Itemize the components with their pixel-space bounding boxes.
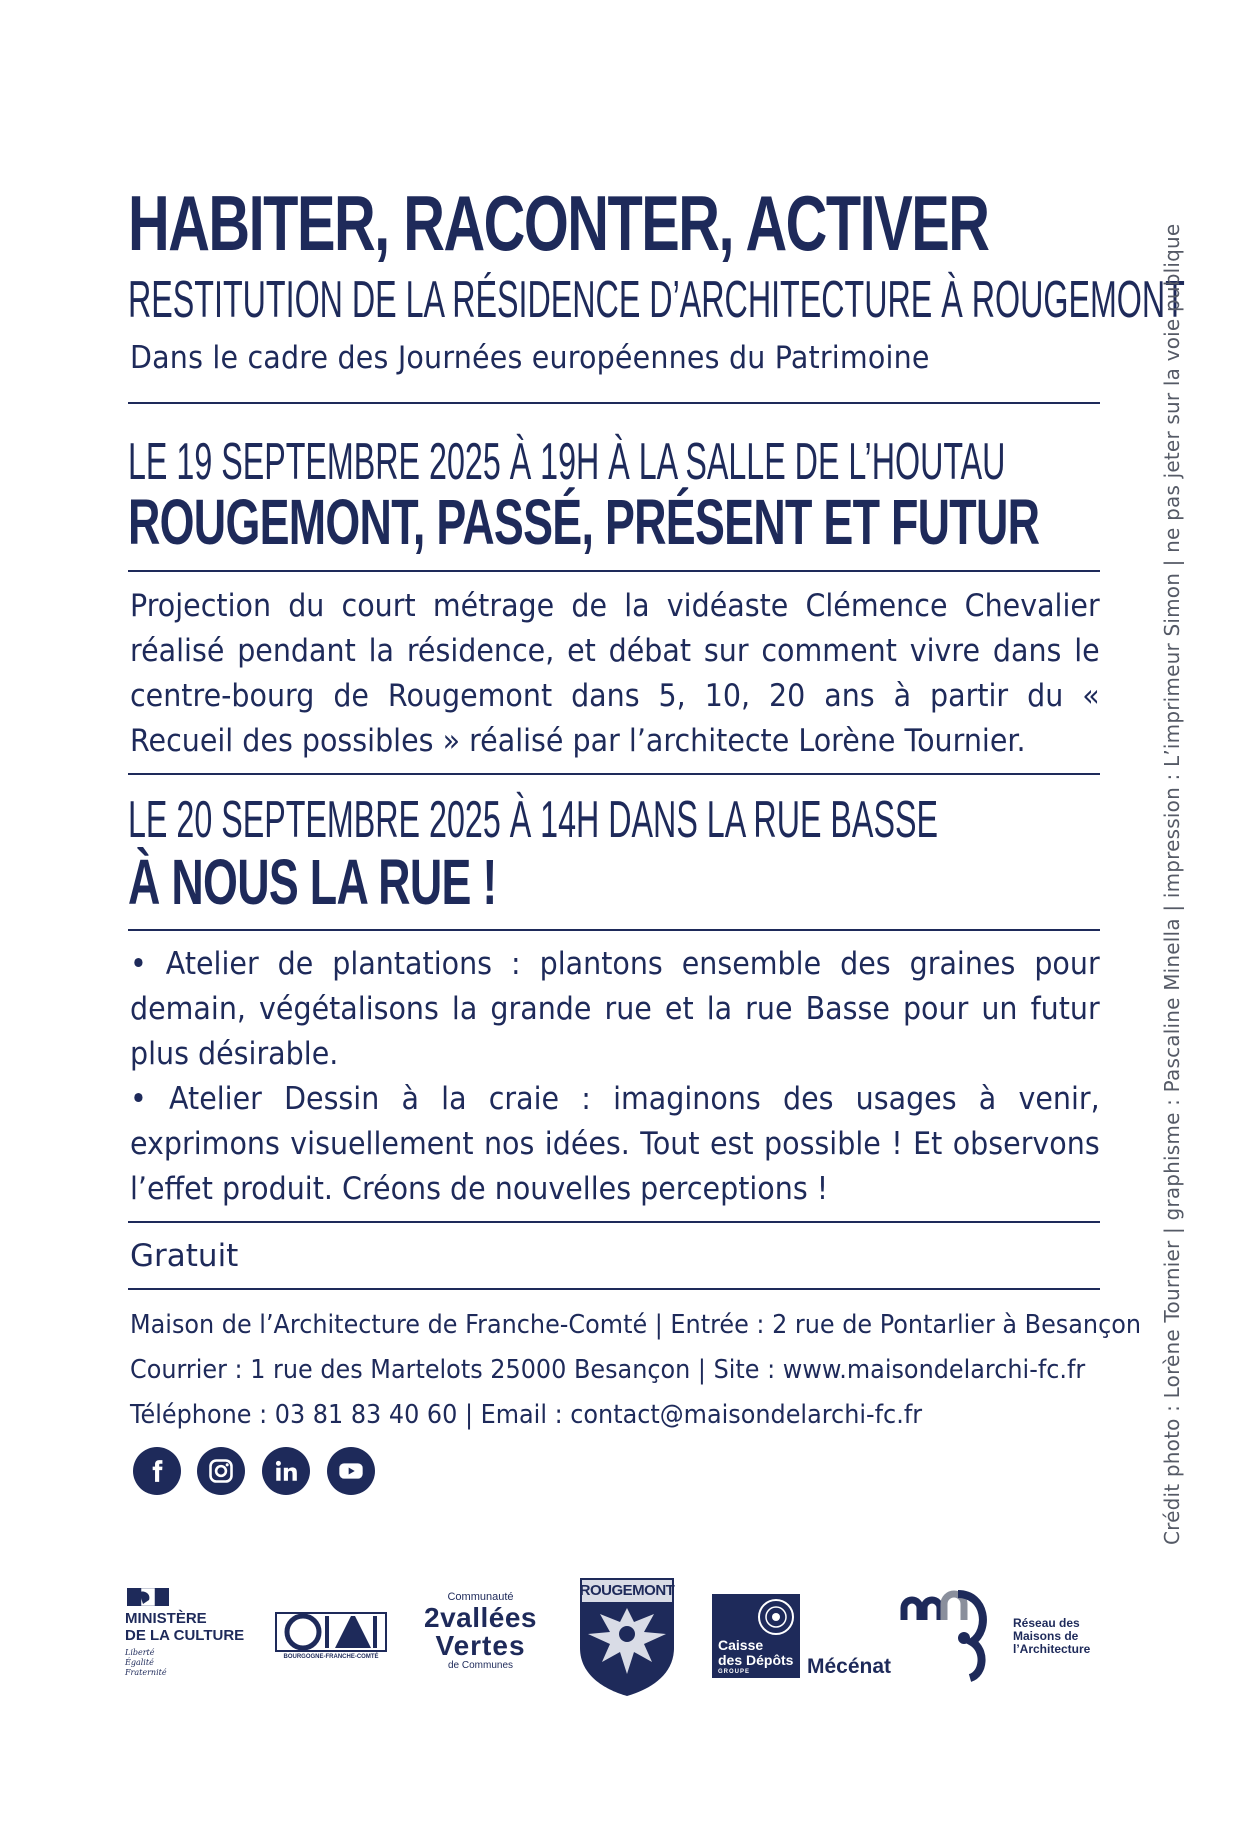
page-subtitle: RESTITUTION DE LA RÉSIDENCE D’ARCHITECTURE À ROUGEMONT <box>128 271 1185 329</box>
price-label: Gratuit <box>130 1238 239 1274</box>
linkedin-icon[interactable] <box>262 1447 310 1495</box>
marianne-icon <box>127 1588 169 1606</box>
event-1-date: LE 19 SEPTEMBRE 2025 À 19H À LA SALLE DE L’HOUTAU <box>128 433 1006 491</box>
rougemont-crest-logo: ROUGEMONT <box>578 1576 676 1698</box>
event-2-title: À NOUS LA RUE ! <box>128 846 497 918</box>
event-1-description: Projection du court métrage de la vidéaste Clémence Chevalier réalisé pendant la résidence, et débat sur comment vivre dans le centre-bourg de Rougemont dans 5, 10, 20 ans à partir du « Recueil des possibles » réalisé par l’architecte Lorène Tournier. <box>130 588 1100 759</box>
activity-item: • Atelier Dessin à la craie : imaginons des usages à venir, exprimons visuellement nos idées. Tout est possible ! Et observons l’effet produit. Créons de nouvelles perceptions ! <box>130 1081 1100 1207</box>
reseau-maisons-logo <box>900 1590 996 1682</box>
reseau-maisons-text: Réseau des Maisons de l’Architecture <box>1013 1616 1091 1656</box>
mecenat-label: Mécénat <box>807 1655 892 1678</box>
contact-phone-email[interactable]: Téléphone : 03 81 83 40 60 | Email : contact@maisondelarchi-fc.fr <box>130 1400 923 1430</box>
youtube-icon[interactable] <box>327 1447 375 1495</box>
ministere-culture-logo: MINISTÈRE DE LA CULTURE Liberté Égalité Fraternité <box>125 1588 260 1688</box>
activity-item: • Atelier de plantations : plantons ensemble des graines pour demain, végétalisons la grande rue et la rue Basse pour un futur plus désirable. <box>130 946 1100 1072</box>
credits-text: Crédit photo : Lorène Tournier | graphisme : Pascaline Minella | impression : L’imprimeur Simon | ne pas jeter sur la voie publique <box>1160 223 1184 1545</box>
divider <box>128 1288 1100 1290</box>
divider <box>128 570 1100 572</box>
event-2-activities <box>130 942 1100 1212</box>
divider <box>128 773 1100 775</box>
intro-text: Dans le cadre des Journées européennes du Patrimoine <box>130 340 930 376</box>
contact-address: Maison de l’Architecture de Franche-Comté | Entrée : 2 rue de Pontarlier à Besançon <box>130 1310 1142 1340</box>
instagram-icon[interactable] <box>197 1447 245 1495</box>
event-2-date: LE 20 SEPTEMBRE 2025 À 14H DANS LA RUE BASSE <box>128 791 938 849</box>
page-title: HABITER, RACONTER, ACTIVER <box>128 179 989 267</box>
communaute-2vallees-logo: Communauté 2vallées Vertes de Communes <box>424 1591 537 1671</box>
facebook-icon[interactable] <box>133 1447 181 1495</box>
contact-mail-site[interactable]: Courrier : 1 rue des Martelots 25000 Besançon | Site : www.maisondelarchi-fc.fr <box>130 1355 1086 1385</box>
divider <box>128 1221 1100 1223</box>
ordre-architectes-logo: BOURGOGNE-FRANCHE-COMTÉ <box>275 1612 387 1664</box>
caisse-des-depots-logo: Caisse des Dépôts GROUPE <box>712 1594 800 1678</box>
event-1-title: ROUGEMONT, PASSÉ, PRÉSENT ET FUTUR <box>128 486 1040 558</box>
divider <box>128 402 1100 404</box>
divider <box>128 929 1100 931</box>
